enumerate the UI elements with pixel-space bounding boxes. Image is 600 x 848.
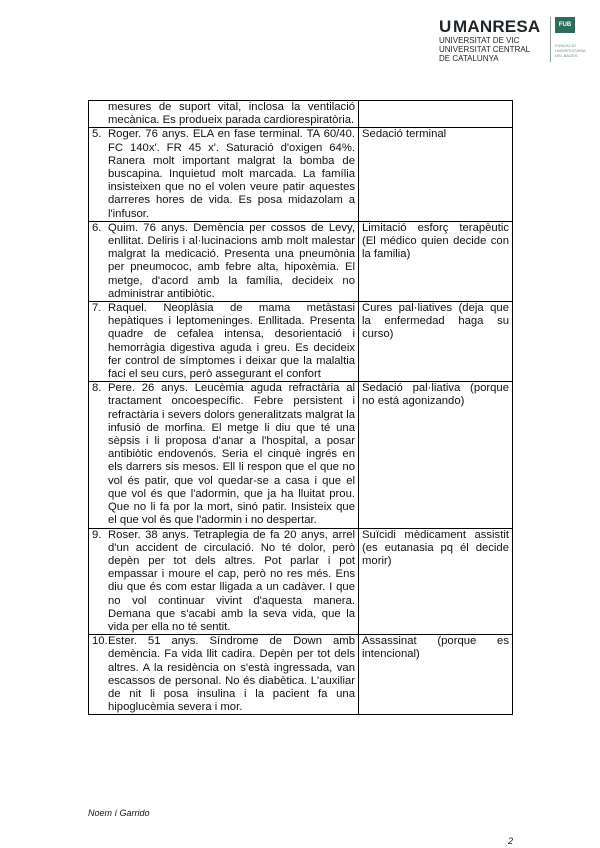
university-logo: [439, 15, 586, 65]
case-answer: Limitació esforç terapèutic (El médico quien decide con la familia): [362, 221, 509, 261]
logo-line-1: UNIVERSITAT DE VIC: [439, 36, 520, 45]
case-answer: Assassinat (porque es intencional): [362, 635, 509, 661]
logo-u-mark: U: [439, 17, 452, 36]
table-row: [89, 635, 513, 715]
case-answer-cell: [359, 302, 513, 382]
case-number: 7.: [92, 302, 102, 315]
case-description-cell: [89, 128, 359, 221]
case-description: Raquel. Neoplàsia de mama metàstasi hepàtiques i leptomeninges. Enllitada. Presenta quadre de cefalea intensa, desorientació i hemorràgia digestiva aguda i greu. Es decideix fer control de símptomes i deixar que la malaltia faci el seu curs, però assegurant el confort: [108, 302, 355, 381]
case-description: Quim. 76 anys. Demència per cossos de Levy, enllitat. Deliris i al·lucinacions amb molt malestar malgrat la medicació. Presenta una pneumònia per pneumococ, amb febre alta, hipoxèmia. El metge, d'acord amb la família, decideix no administrar antibiòtic.: [108, 221, 355, 300]
case-number: 8.: [92, 382, 102, 395]
case-description-cell: [89, 382, 359, 528]
case-answer-cell: [359, 128, 513, 221]
case-answer: Suïcidi mèdicament assistit (es eutanasia pq él decide morir): [362, 528, 509, 567]
case-description: Roser. 38 anys. Tetraplegia de fa 20 anys, arrel d'un accident de circulació. No té dolor, però depèn per tot dels altres. Pot parlar i pot empassar i moure el cap, però no res més. Ens diu que és com estar lligada a un cadàver. I que no vol continuar vivint d'aquesta manera. Demana que s'acabi amb la seva vida, que la vida per ella no té sentit.: [108, 528, 355, 633]
case-description-cell: [89, 635, 359, 715]
case-answer-cell: [359, 635, 513, 715]
case-number: 6.: [92, 221, 102, 234]
case-number: 10.: [92, 635, 108, 648]
case-answer: Cures pal·liatives (deja que la enfermedad haga su curso): [362, 302, 509, 341]
table-row: [89, 128, 513, 221]
case-description-cell: [89, 528, 359, 635]
cases-table-body: [89, 101, 513, 715]
case-answer-cell: [359, 382, 513, 528]
case-description: Roger. 76 anys. ELA en fase terminal. TA 60/40. FC 140x'. FR 45 x'. Saturació d'oxigen 64%. Ranera molt important malgrat la bomba de buscapina. Inquietud molt marcada. La família insisteixen que no el volen veure patir aquestes darreres hores de vida. Es posa midazolam a l'infusor.: [108, 128, 355, 220]
case-description: Ester. 51 anys. Síndrome de Down amb demència. Fa vida llit cadira. Depèn per tot dels altres. A la residència on s'està ingressada, van escassos de personal. No és diabètica. L'auxiliar de nit li posa insulina i la pacient fa una hipoglucèmia severa i mor.: [108, 635, 355, 714]
logo-line-3: DE CATALUNYA: [439, 54, 499, 63]
logo-brand-name: MANRESA: [453, 17, 541, 36]
case-description-cell: [89, 101, 359, 128]
table-row: [89, 528, 513, 635]
cases-table: [88, 100, 513, 715]
fub-caption: FUNDACIÓ UNIVERSITÀRIA DEL BAGES: [555, 43, 586, 58]
logo-line-2: UNIVERSITAT CENTRAL: [439, 45, 531, 54]
fub-logo: FUB: [555, 17, 575, 33]
case-description-cell: [89, 302, 359, 382]
case-number: 9.: [92, 528, 102, 541]
case-answer-cell: [359, 221, 513, 301]
case-number: [92, 101, 108, 127]
case-answer-cell: [359, 101, 513, 128]
table-row: [89, 302, 513, 382]
table-row: [89, 101, 513, 128]
page-number: 2: [508, 836, 514, 846]
table-row: [89, 221, 513, 301]
case-description: mesures de suport vital, inclosa la ventilació mecànica. Es produeix parada cardiorespiratòria.: [108, 101, 355, 127]
logo-divider: [550, 17, 551, 62]
case-answer: Sedació terminal: [362, 128, 447, 141]
case-answer: Sedació pal·liativa (porque no está agonizando): [362, 382, 509, 408]
case-description-cell: [89, 221, 359, 301]
case-number: 5.: [92, 128, 102, 141]
table-row: [89, 382, 513, 528]
author-name: Noem í Garrido: [88, 808, 150, 818]
case-description: Pere. 26 anys. Leucèmia aguda refractària al tractament oncoespecífic. Febre persistent i refractària i severs dolors generalitzats malgrat la infusió de morfina. El metge li diu que té una sèpsis i li proposa d'anar a l'hospital, a posar antibiòtic endovenós. Seria el cinquè ingrés en els darrers sis mesos. Ell li respon que el que no vol és patir, que vol quedar-se a casa i que el que vol és que l'adormin, que ja ha lluitat prou. Que no li fa por la mort, sinó patir. Insisteix que el que vol és que l'adormin i no despertar.: [108, 382, 355, 527]
case-answer-cell: [359, 528, 513, 635]
